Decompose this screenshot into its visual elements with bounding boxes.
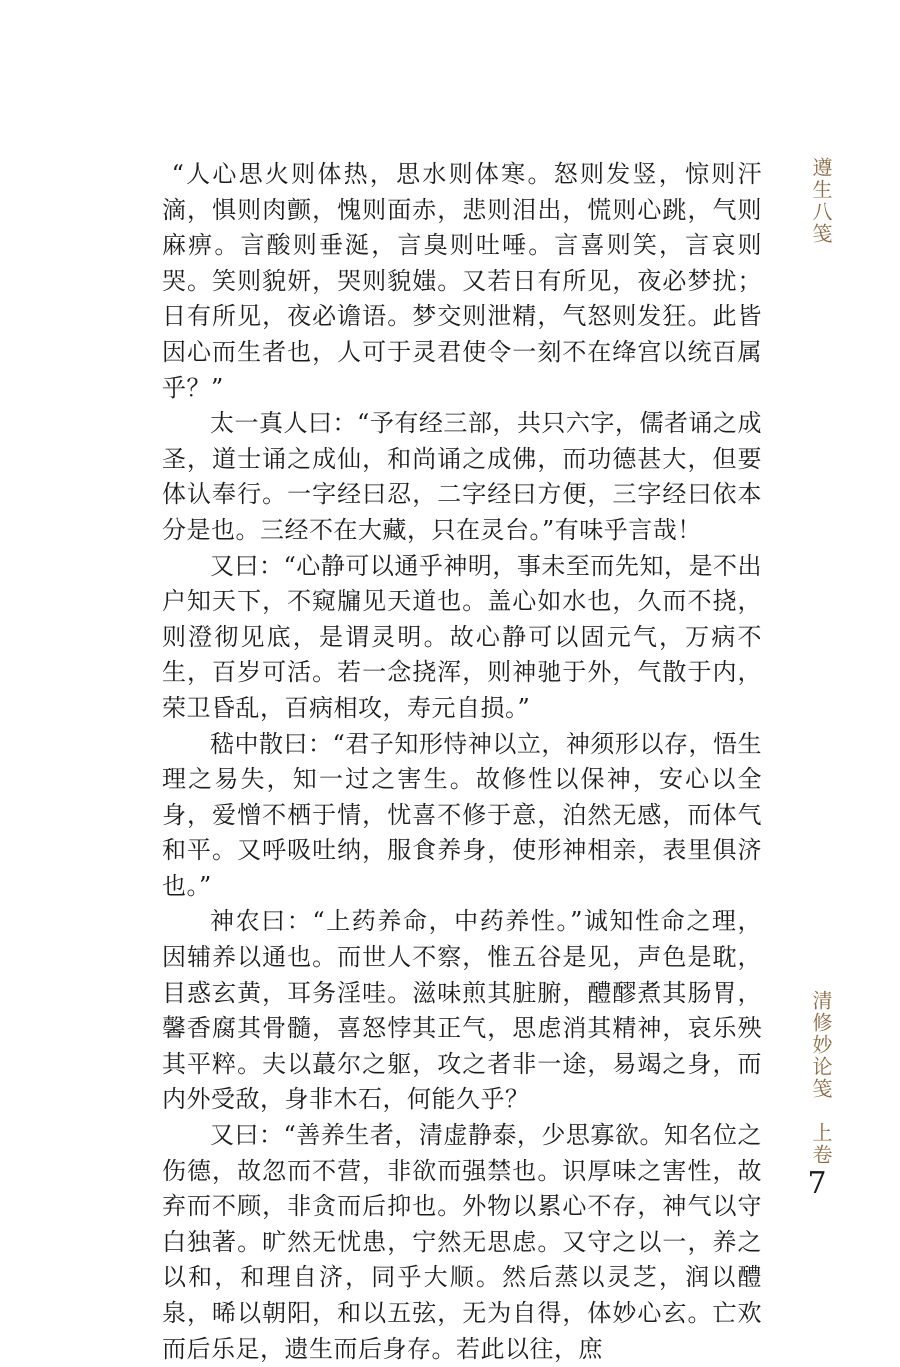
paragraph: 嵇中散曰：“君子知形恃神以立，神须形以存，悟生理之易失，知一过之害生。故修性以保神，安心以全身，爱憎不栖于情，忧喜不修于意，泊然无感，而体气和平。又呼吸吐纳，服食养身，使形神相亲，表里俱济也。” [162, 729, 762, 900]
running-head-book-title: 遵生八笺 [809, 157, 833, 245]
page-number: 7 [807, 1166, 827, 1201]
body-text [162, 157, 762, 1367]
paragraph: 神农曰：“上药养命，中药养性。”诚知性命之理，因辅养以通也。而世人不察，惟五谷是见，声色是耽，目惑玄黄，耳务淫哇。滋味煎其脏腑，醴醪煮其肠胃，馨香腐其骨髓，喜怒悖其正气，思虑消其精神，哀乐殃其平粹。夫以蕞尔之躯，攻之者非一途，易竭之身，而内外受敌，身非木石，何能久乎？ [162, 907, 762, 1114]
running-head-section-title: 清修妙论笺 上卷 [809, 990, 833, 1166]
paragraph: 又曰：“心静可以通乎神明，事未至而先知，是不出户知天下，不窥牖见天道也。盖心如水也，久而不挠，则澄彻见底，是谓灵明。故心静可以固元气，万病不生，百岁可活。若一念挠浑，则神驰于外，气散于内，荣卫昏乱，百病相攻，寿元自损。” [162, 551, 762, 722]
paragraph: 又曰：“善养生者，清虚静泰，少思寡欲。知名位之伤德，故忽而不营，非欲而强禁也。识厚味之害性，故弃而不顾，非贪而后抑也。外物以累心不存，神气以守白独著。旷然无忧患，宁然无思虑。又守之以一，养之以和，和理自济，同乎大顺。然后蒸以灵芝，润以醴泉，晞以朝阳，和以五弦，无为自得，体妙心玄。亡欢而后乐足，遗生而后身存。若此以往，庶 [162, 1121, 762, 1363]
paragraph: “人心思火则体热，思水则体寒。怒则发竖，惊则汗滴，惧则肉颤，愧则面赤，悲则泪出，慌则心跳，气则麻痹。言酸则垂涎，言臭则吐唾。言喜则笑，言哀则哭。笑则貌妍，哭则貌媸。又若日有所见，夜必梦扰；日有所见，夜必谵语。梦交则泄精，气怒则发狂。此皆因心而生者也，人可于灵君使令一刻不在绛宫以统百属乎？” [162, 160, 762, 402]
paragraph: 太一真人曰：“予有经三部，共只六字，儒者诵之成圣，道士诵之成仙，和尚诵之成佛，而功德甚大，但要体认奉行。一字经曰忍，二字经曰方便，三字经曰依本分是也。三经不在大藏，只在灵台。”有味乎言哉！ [162, 409, 762, 544]
